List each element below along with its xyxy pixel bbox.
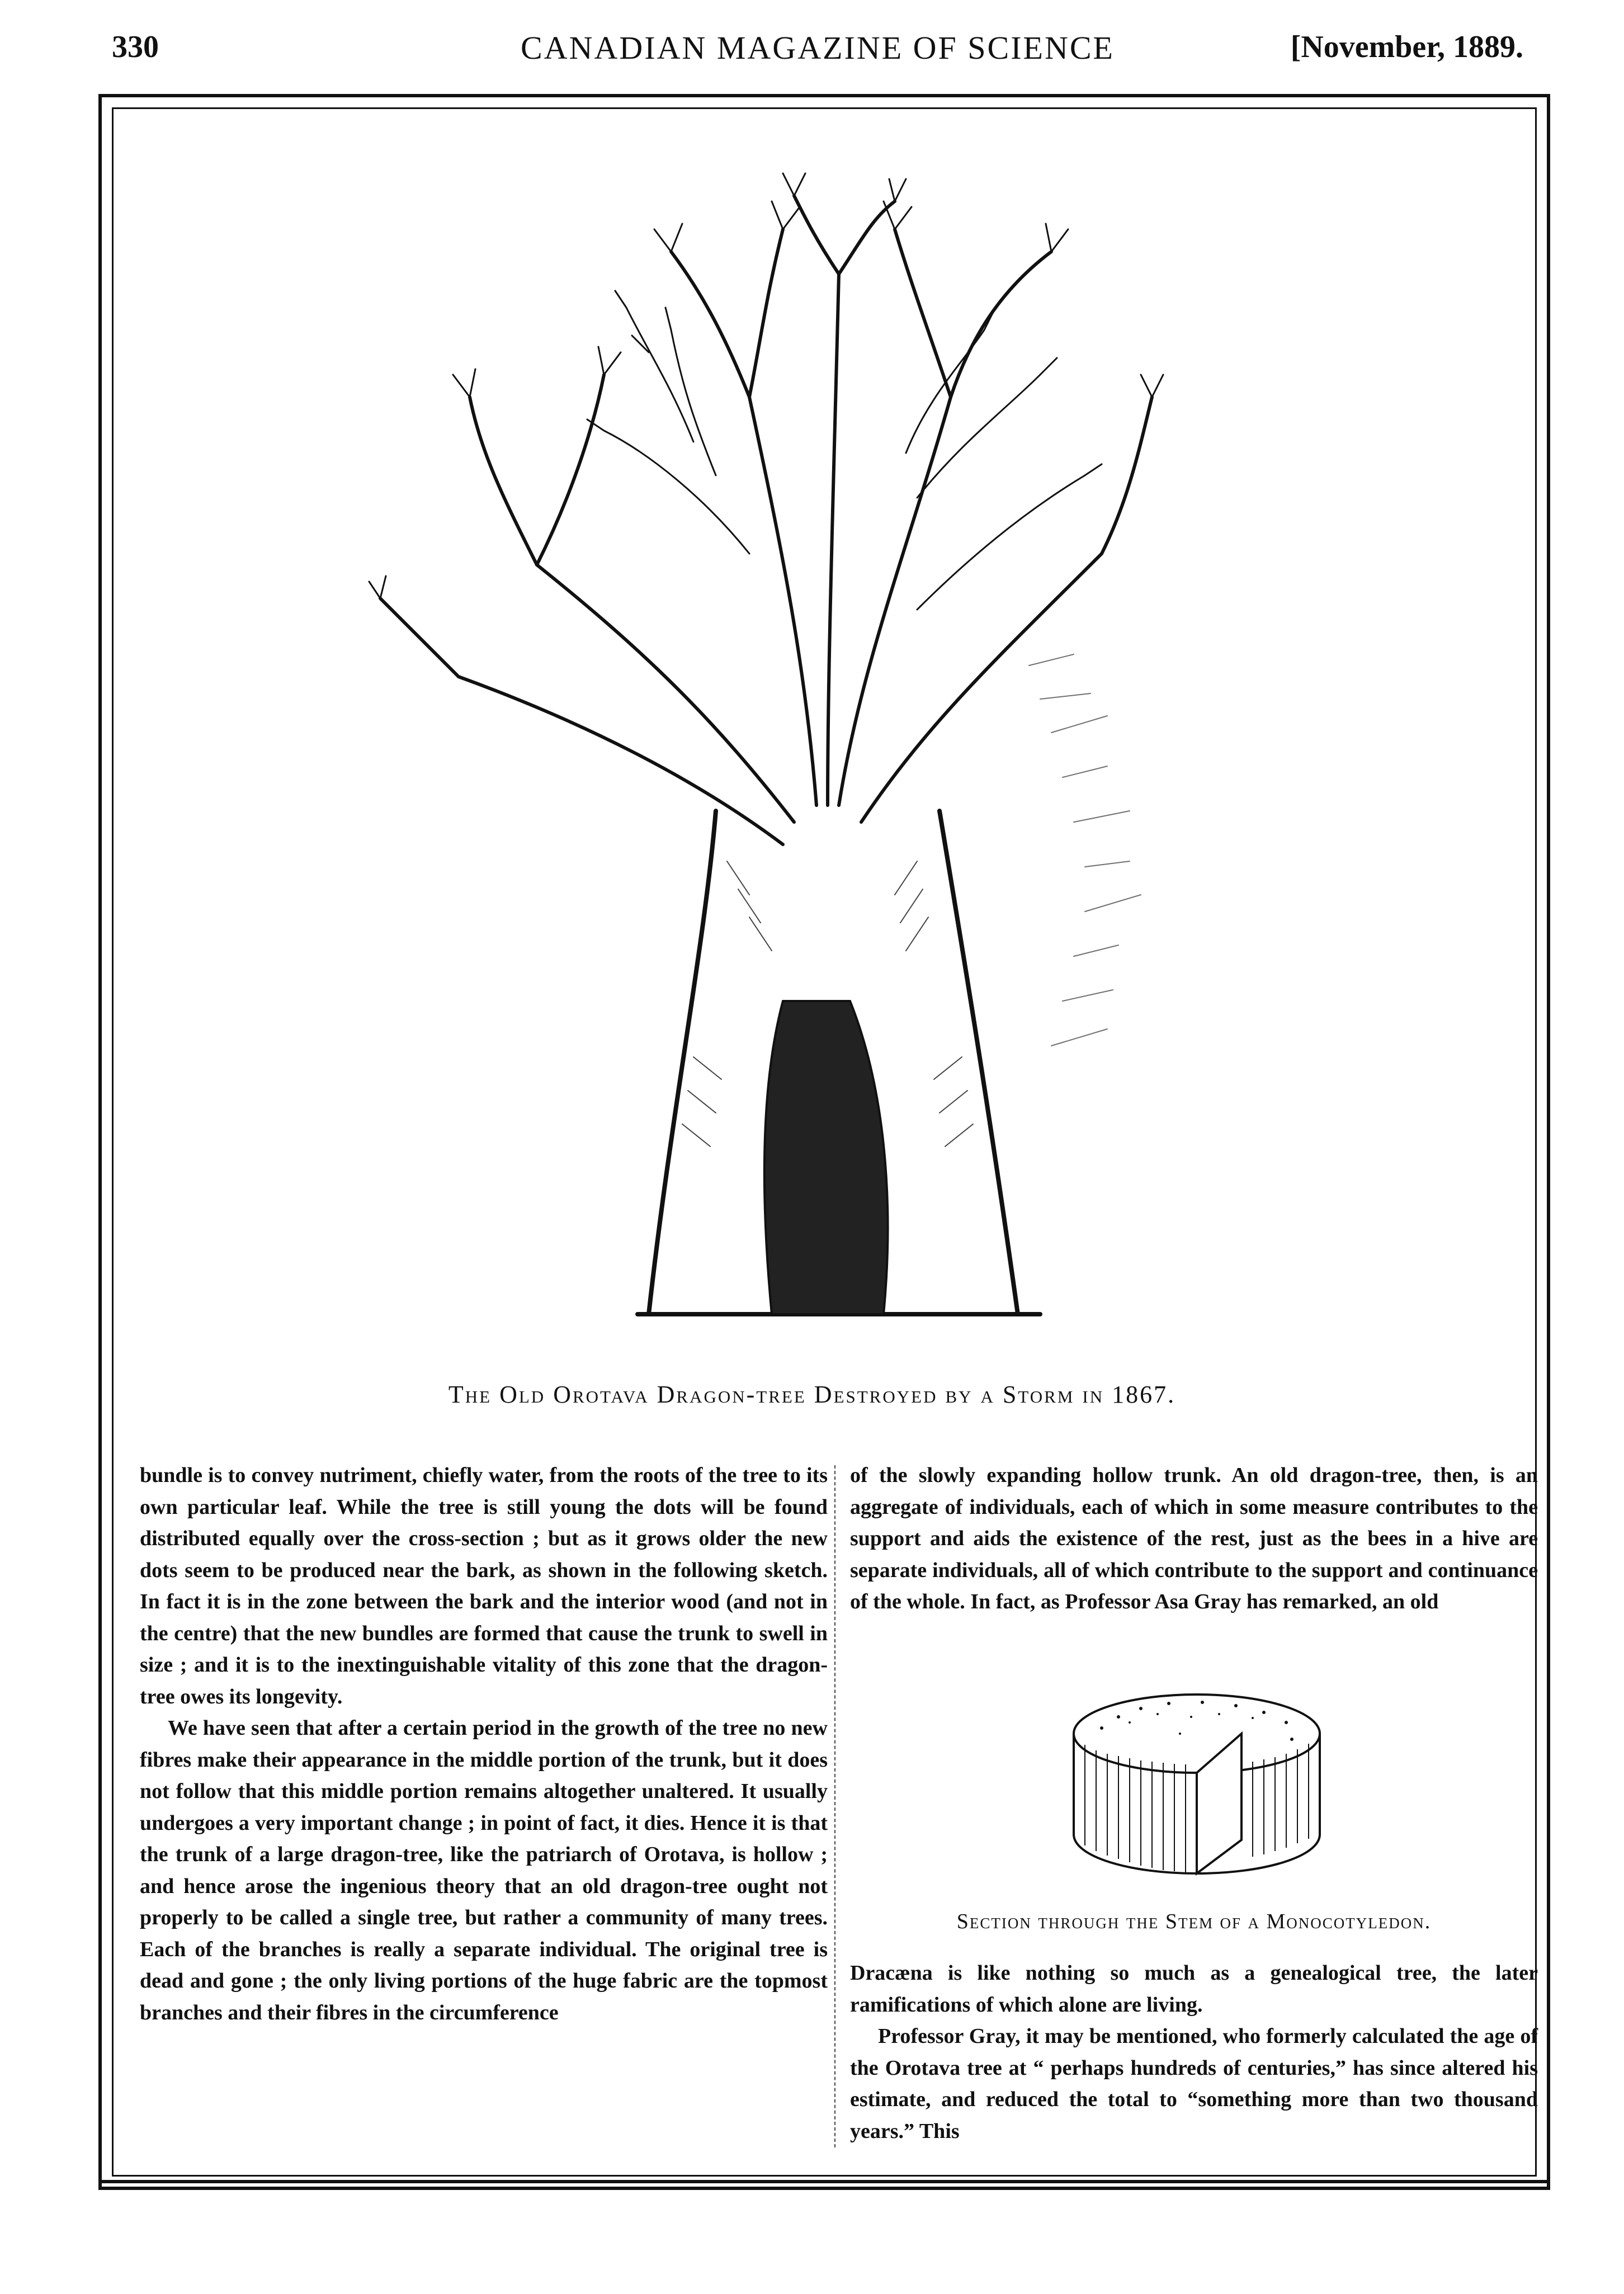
issue-date: [November, 1889. <box>1290 30 1523 64</box>
stem-section-drawing-icon <box>1051 1683 1342 1885</box>
left-column <box>140 1460 828 2028</box>
magazine-title: CANADIAN MAGAZINE OF SCIENCE <box>521 30 1115 66</box>
column-divider <box>834 1465 835 2147</box>
page-header <box>112 29 1523 74</box>
right-paragraph-2: Dracæna is like nothing so much as a genealogical tree, the later ramifications of which alone are living. <box>850 1961 1538 2017</box>
right-paragraph-1: of the slowly expanding hollow trunk. An old dragon-tree, then, is an aggregate of individuals, each of which in some measure contributes to the support and aids the existence of the rest, just as the bees in a hive are separate individuals, all of which contribute to the support and continuance of the whole. In fact, as Professor Asa Gray has remarked, an old <box>850 1464 1538 1613</box>
right-column-lower <box>850 1957 1538 2147</box>
figure-caption: Section through the Stem of a Monocotyledon. <box>956 1910 1432 1933</box>
left-paragraph-1: bundle is to convey nutriment, chiefly water, from the roots of the tree to its own particular leaf. While the tree is still young the dots will be found distributed equally over the cross-section ; but as it grows older the new dots seem to be produced near the bark, as shown in the following sketch. In fact it is in the zone between the bark and the interior wood (and not in the centre) that the new bundles are formed that cause the trunk to swell in size ; and it is to the inextinguishable vitality of this zone that the dragon-tree owes its longevity. <box>140 1464 828 1708</box>
right-column <box>850 1460 1538 1618</box>
dragon-tree-engraving-icon <box>358 162 1309 1381</box>
bottom-rule <box>98 2180 1550 2183</box>
illustration-caption: The Old Orotava Dragon-tree Destroyed by a Storm in 1867. <box>448 1381 1176 1408</box>
page-number: 330 <box>112 30 159 64</box>
right-paragraph-3: Professor Gray, it may be mentioned, who formerly calculated the age of the Orotava tree at “ perhaps hundreds of centuries,” has since altered his estimate, and reduced the total to “something more than two thousand years.” This <box>850 2024 1538 2143</box>
left-paragraph-2: We have seen that after a certain period in the growth of the tree no new fibres make their appearance in the middle portion of the trunk, but it does not follow that this middle portion remains altogether unaltered. It usually undergoes a very important change ; in point of fact, it dies. Hence it is that the trunk of a large dragon-tree, like the patriarch of Orotava, is hollow ; and hence arose the ingenious theory that an old dragon-tree ought not properly to be called a single tree, but rather a community of many trees. Each of the branches is really a separate individual. The original tree is dead and gone ; the only living portions of the huge fabric are the topmost branches and their fibres in the circumference <box>140 1716 828 2024</box>
